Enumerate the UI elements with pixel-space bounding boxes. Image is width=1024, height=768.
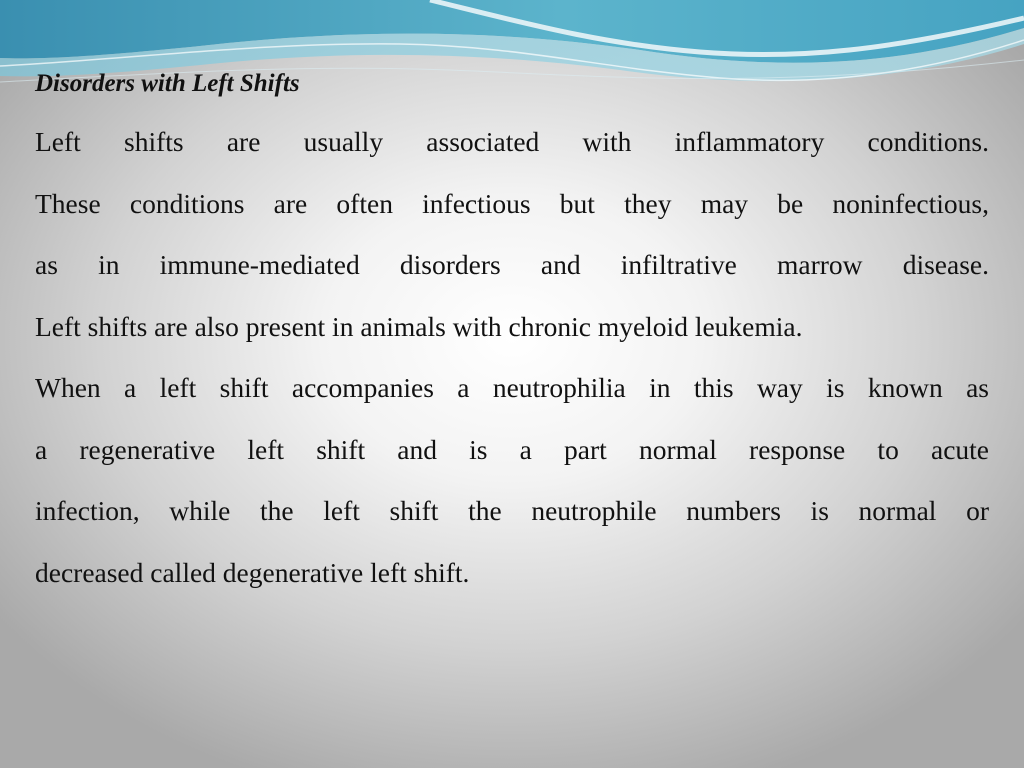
- slide-body: [35, 111, 989, 603]
- body-line: infection, while the left shift the neutrophile numbers is normal or: [35, 495, 989, 526]
- slide-title: Disorders with Left Shifts: [35, 70, 300, 97]
- body-line: These conditions are often infectious but they may be noninfectious,: [35, 187, 989, 219]
- body-line: as in immune-mediated disorders and infiltrative marrow disease.: [35, 249, 989, 280]
- body-line: Left shifts are usually associated with inflammatory conditions.: [35, 126, 989, 157]
- slide-content: [35, 62, 989, 603]
- body-line: Left shifts are also present in animals with chronic myeloid leukemia.: [35, 310, 803, 342]
- body-line: a regenerative left shift and is a part normal response to acute: [35, 433, 989, 465]
- body-line: When a left shift accompanies a neutrophilia in this way is known as: [35, 372, 989, 403]
- body-line: decreased called degenerative left shift.: [35, 556, 470, 588]
